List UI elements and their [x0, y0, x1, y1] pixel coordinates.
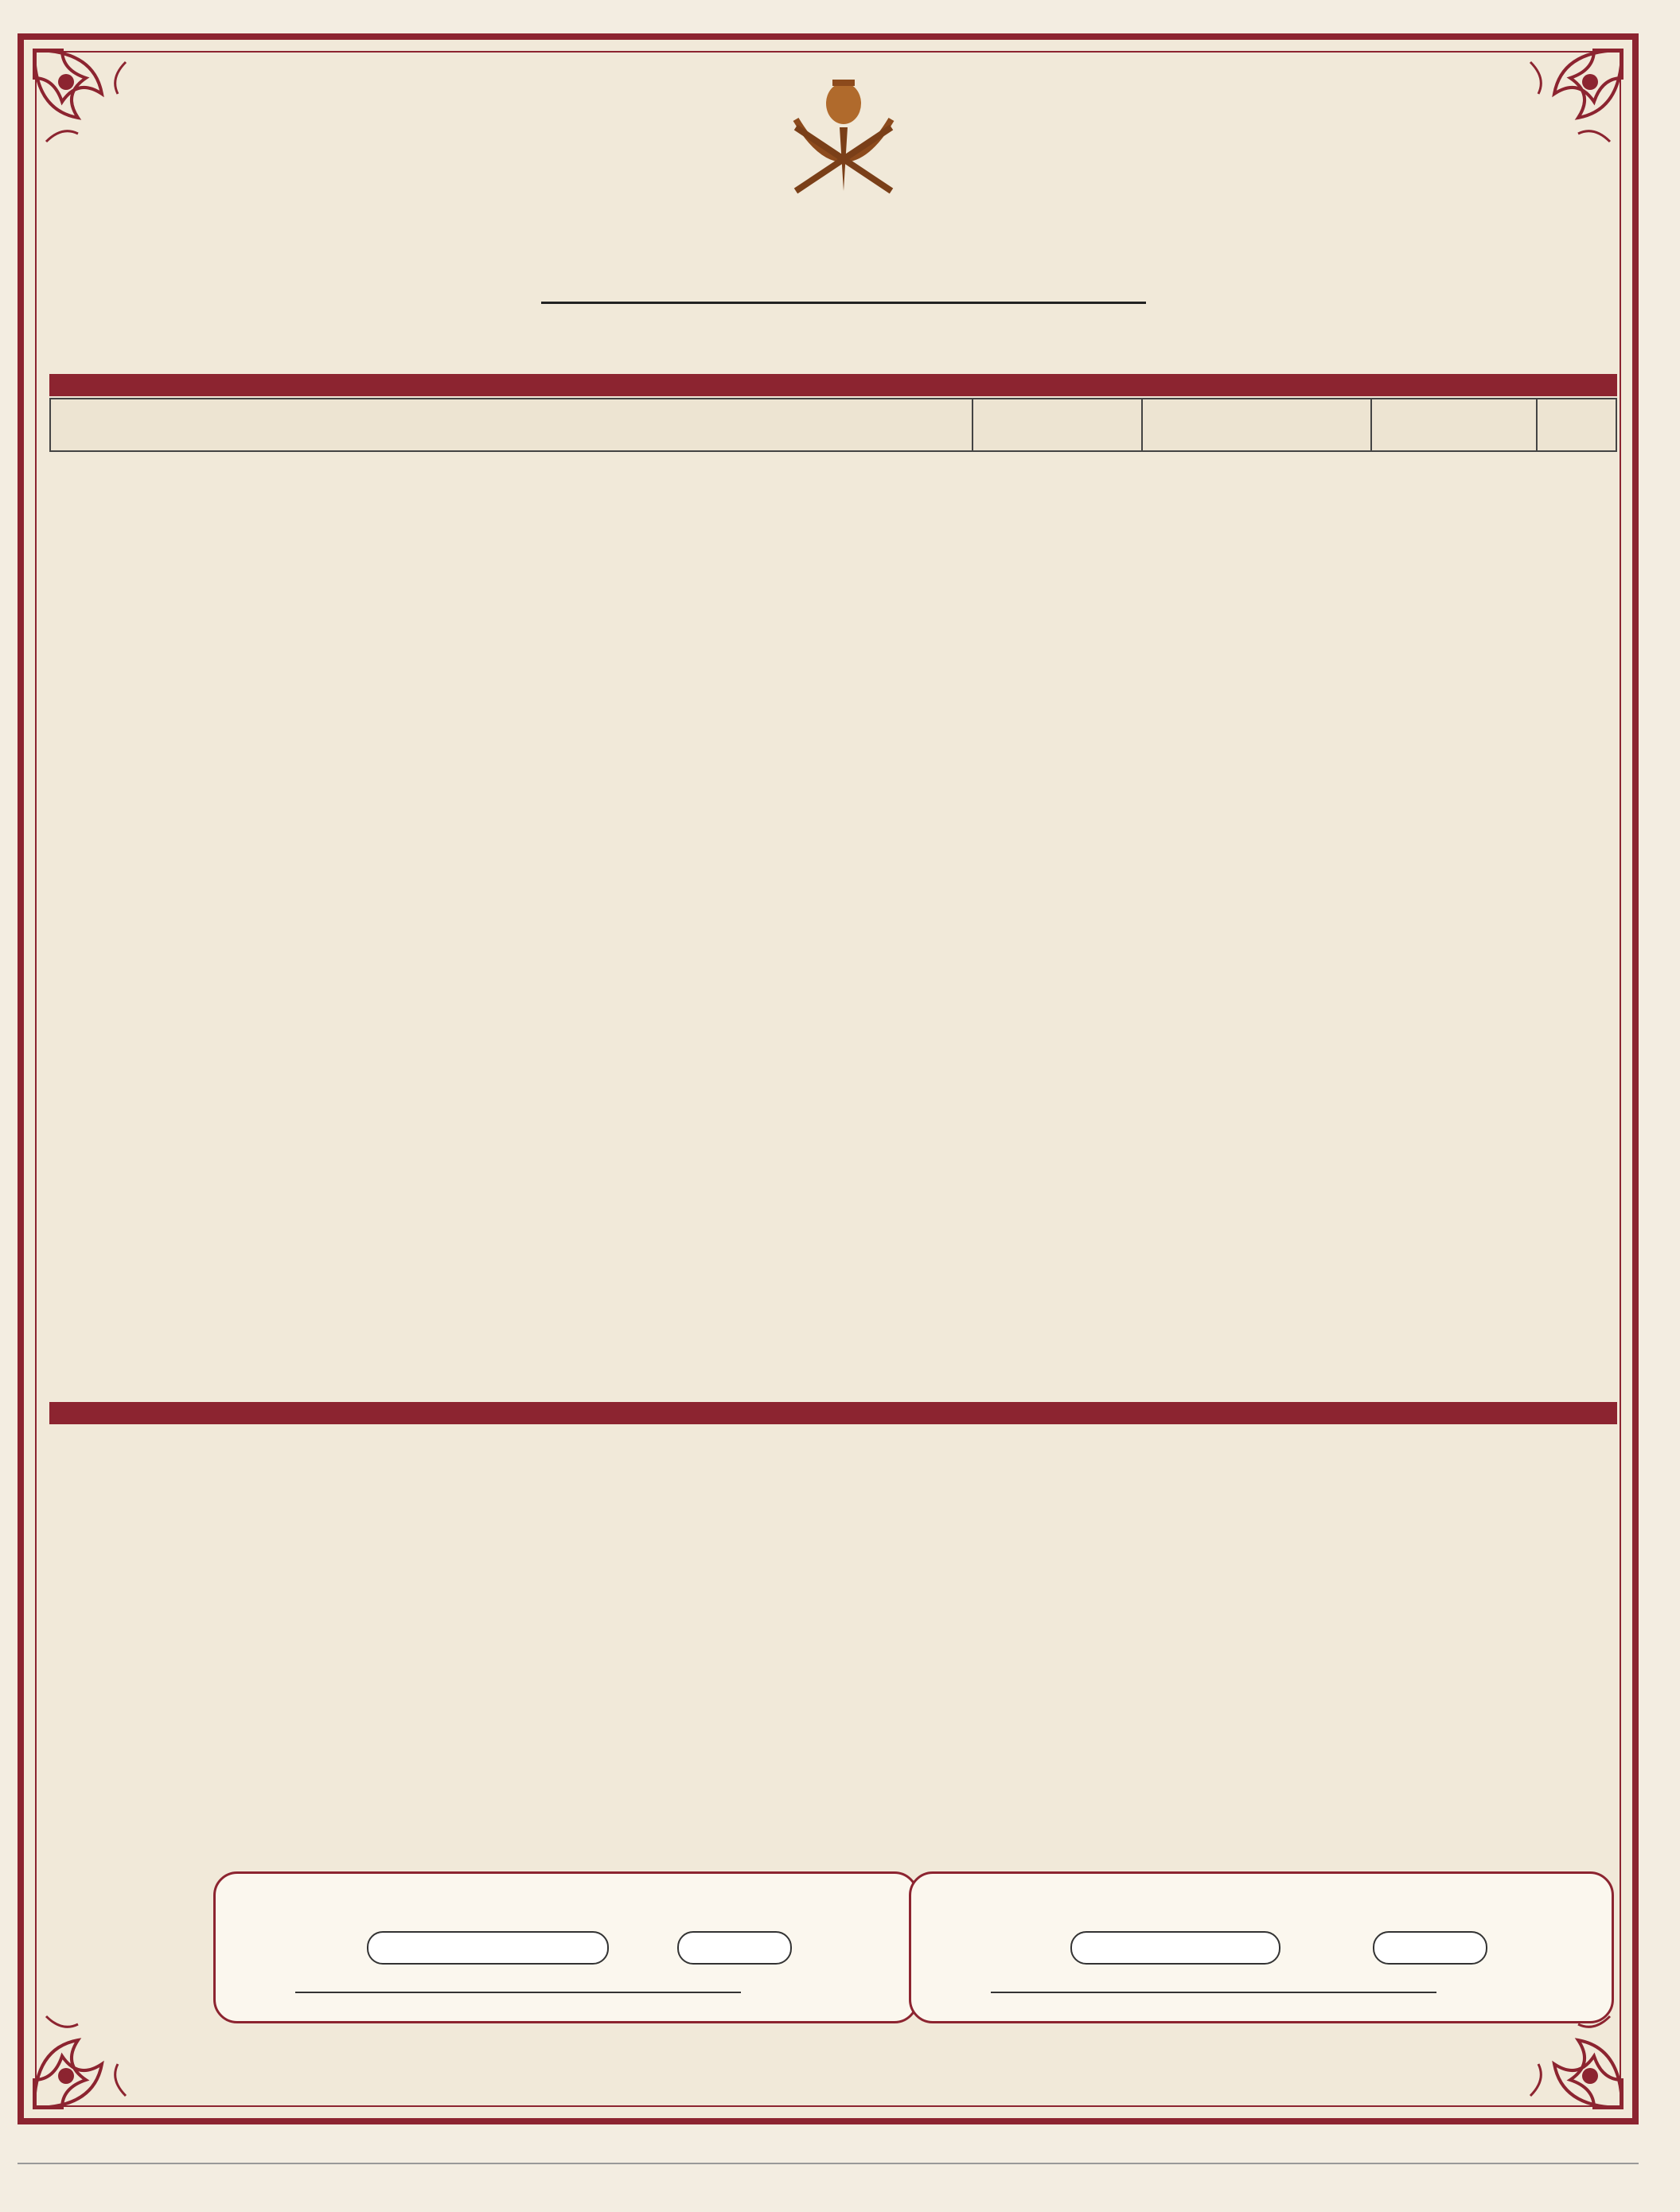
corner-ornament-icon [30, 1992, 150, 2112]
jobs-table-muscat [49, 398, 1617, 452]
frame-inner-border [35, 51, 1621, 2107]
ornamental-frame [18, 33, 1639, 2124]
corner-ornament-icon [30, 46, 150, 166]
oman-emblem-icon [764, 72, 923, 199]
table-header-row [50, 399, 1616, 451]
title-underline [541, 302, 1146, 304]
code-value [1373, 1931, 1487, 1965]
section-bar-salalah [49, 1402, 1617, 1424]
direction-arrow-icon [991, 1992, 1436, 1993]
corner-ornament-icon [1507, 46, 1626, 166]
sms-example-box [213, 1871, 918, 2023]
header-conditions [50, 399, 973, 451]
header-job [1142, 399, 1371, 451]
section-bar-muscat [49, 374, 1617, 396]
header-code [1371, 399, 1537, 451]
register-value [1070, 1931, 1280, 1965]
register-value [367, 1931, 609, 1965]
code-value [677, 1931, 792, 1965]
direction-arrow-icon [295, 1992, 741, 1993]
header-no [1537, 399, 1616, 451]
sms-template-box [909, 1871, 1614, 2023]
bottom-rule [18, 2163, 1639, 2164]
header-grade [973, 399, 1142, 451]
